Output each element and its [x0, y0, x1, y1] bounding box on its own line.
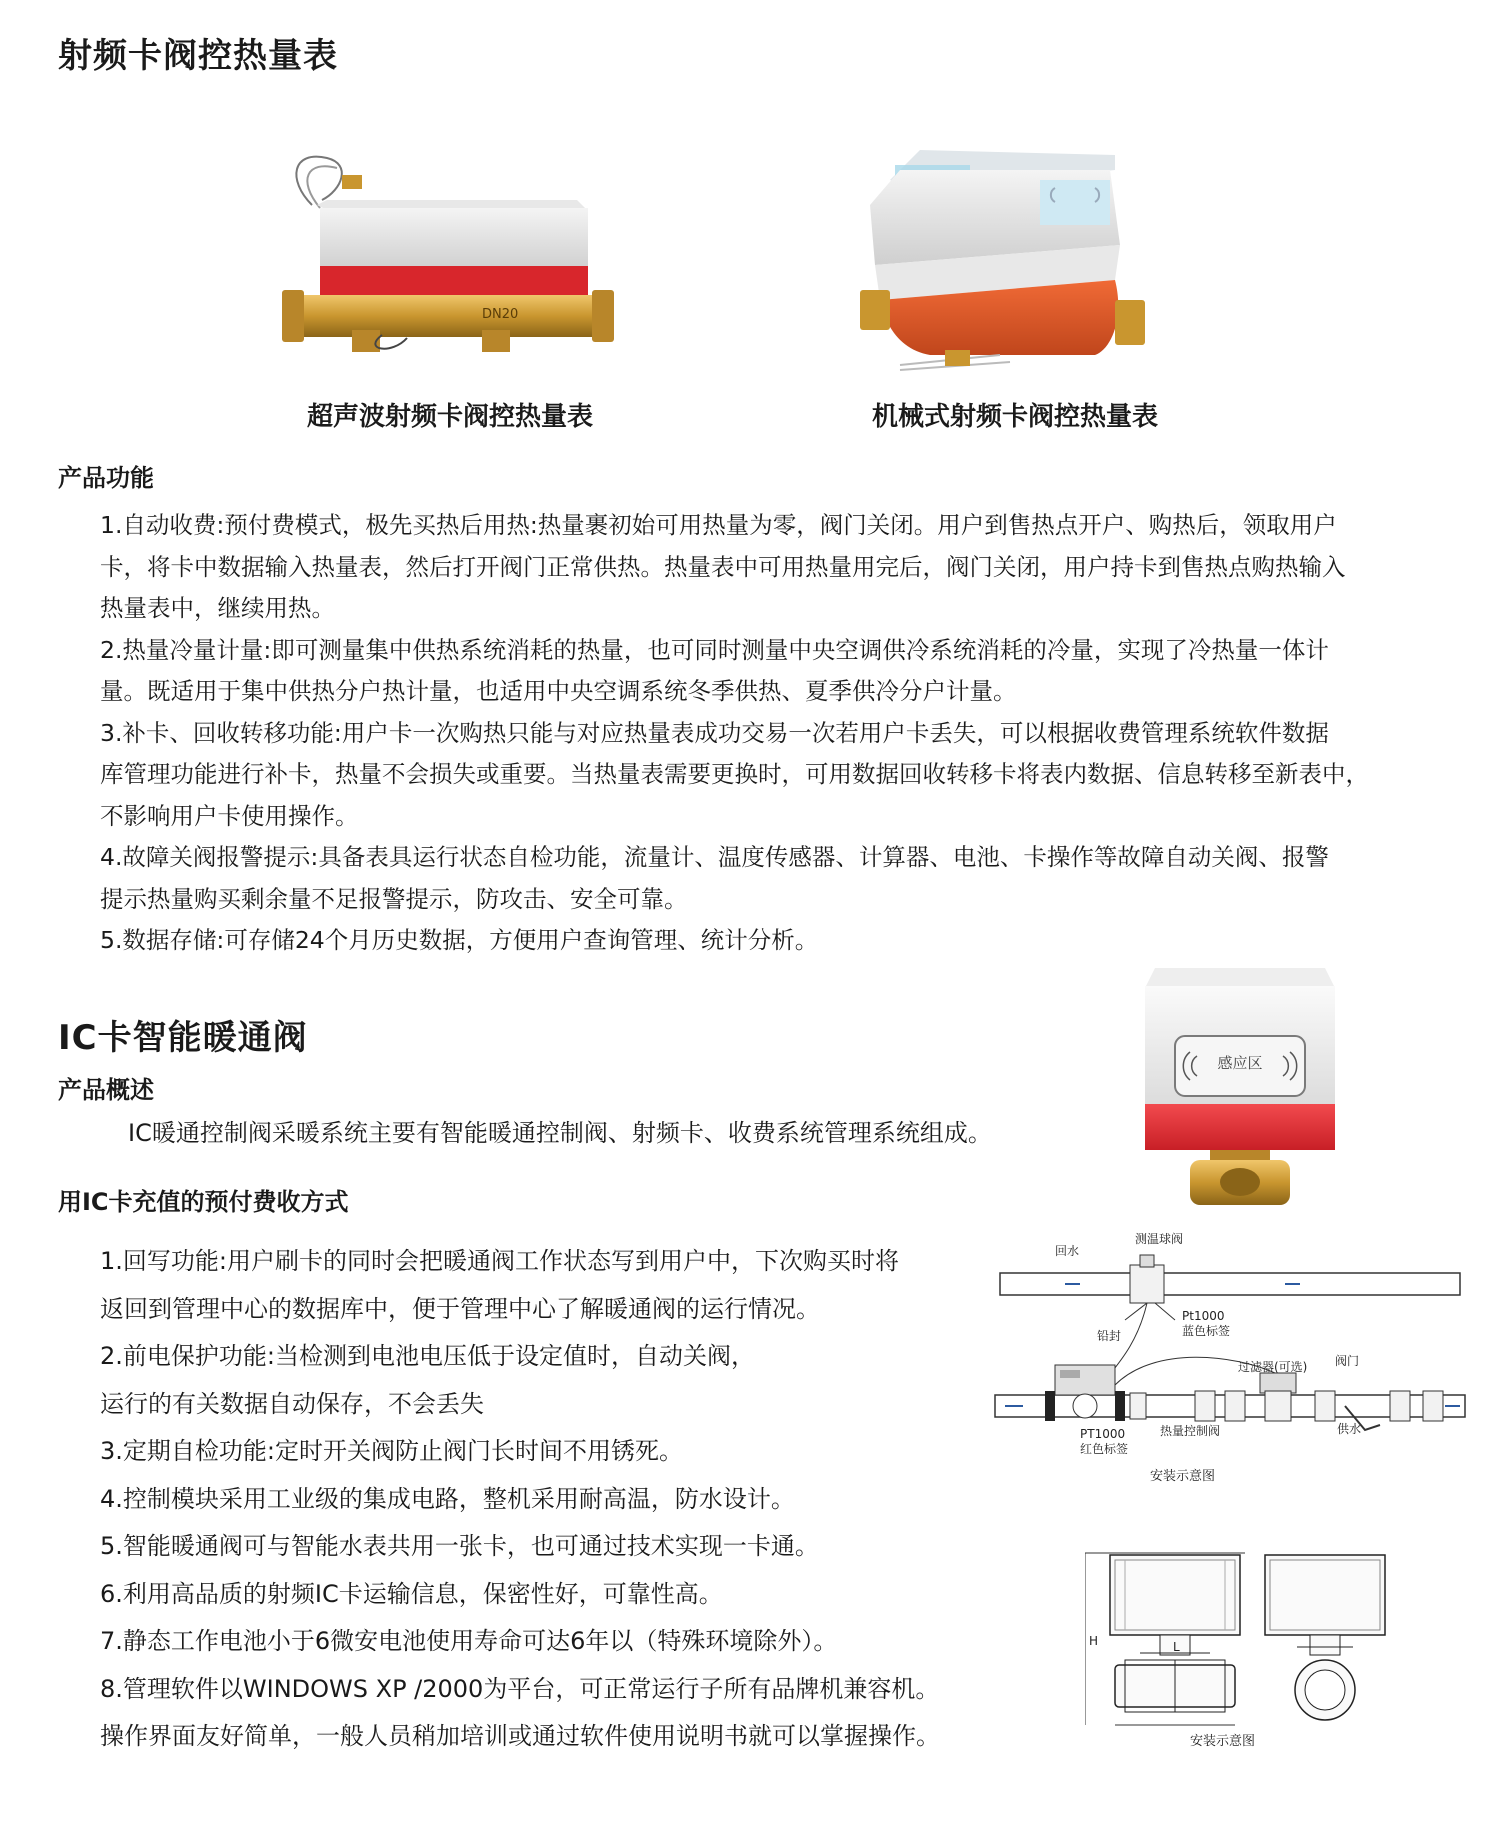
section1-title: 射频卡阀控热量表: [58, 36, 338, 76]
meter-dn-marking: DN20: [482, 307, 519, 322]
label-pt1000-red: PT1000: [1080, 1427, 1126, 1441]
prepay-line: 2.前电保护功能:当检测到电池电压低于设定值时，自动关阀，: [100, 1342, 755, 1370]
overview-heading: 产品概述: [58, 1076, 154, 1104]
prepay-line: 1.回写功能:用户刷卡的同时会把暖通阀工作状态写到用户中，下次购买时将: [100, 1247, 899, 1275]
product-caption-mechanical: 机械式射频卡阀控热量表: [871, 402, 1158, 432]
label-blue-tag: 蓝色标签: [1182, 1324, 1231, 1338]
section2-title: IC卡智能暖通阀: [58, 1018, 308, 1058]
mechanical-heat-meter-image: [860, 150, 1170, 375]
product-caption-ultrasonic: 超声波射频卡阀控热量表: [306, 402, 593, 432]
function-line: 4.故障关阀报警提示:具备表具运行状态自检功能，流量计、温度传感器、计算器、电池、卡操作等故障自动关阀、报警: [100, 843, 1329, 871]
label-lead-seal: 铅封: [1097, 1329, 1122, 1343]
function-line: 卡，将卡中数据输入热量表，然后打开阀门正常供热。热量表中可用热量用完后，阀门关闭，用户持卡到售热点购热输入: [100, 552, 1346, 581]
label-filter: 过滤器(可选): [1238, 1360, 1308, 1374]
prepay-line: 7.静态工作电池小于6微安电池使用寿命可达6年以（特殊环境除外）。: [100, 1627, 838, 1655]
dimension-diagram-caption: 安装示意图: [1190, 1734, 1256, 1749]
prepay-heading: 用IC卡充值的预付费收方式: [58, 1188, 349, 1216]
dimension-diagram-drawing: [1085, 1545, 1490, 1750]
dimension-diagram: [1085, 1545, 1490, 1750]
prepay-line: 5.智能暖通阀可与智能水表共用一张卡，也可通过技术实现一卡通。: [100, 1532, 819, 1560]
installation-diagram: [985, 1225, 1490, 1485]
ultrasonic-heat-meter-image: [282, 150, 622, 360]
prepay-line: 6.利用高品质的射频IC卡运输信息，保密性好，可靠性高。: [100, 1579, 723, 1608]
prepay-line: 3.定期自检功能:定时开关阀防止阀门长时间不用锈死。: [100, 1437, 683, 1465]
function-line: 热量表中，继续用热。: [100, 594, 335, 622]
function-line: 提示热量购买剩余量不足报警提示，防攻击、安全可靠。: [100, 884, 688, 913]
functions-heading: 产品功能: [58, 464, 154, 492]
prepay-list: [100, 1238, 1000, 1761]
installation-diagram-drawing: [985, 1225, 1490, 1485]
prepay-line: 返回到管理中心的数据库中，便于管理中心了解暖通阀的运行情况。: [100, 1294, 820, 1323]
prepay-line: 4.控制模块采用工业级的集成电路，整机采用耐高温，防水设计。: [100, 1484, 795, 1513]
label-pt1000-blue: Pt1000: [1182, 1309, 1225, 1323]
ic-valve-image: [1135, 968, 1345, 1208]
dimension-height-label: H: [1089, 1634, 1099, 1648]
ic-valve-icon: [1135, 968, 1345, 1208]
function-line: 库管理功能进行补卡，热量不会损失或重要。当热量表需要更换时，可用数据回收转移卡将表内数据、信息转移至新表中，: [100, 760, 1369, 788]
label-return-water: 回水: [1055, 1244, 1080, 1258]
mechanical-heat-meter-icon: [860, 150, 1170, 375]
label-supply: 供水: [1337, 1422, 1362, 1436]
label-heat-control-valve: 热量控制阀: [1160, 1424, 1221, 1438]
dimension-length-label: L: [1173, 1640, 1180, 1654]
prepay-line: 操作界面友好简单，一般人员稍加培训或通过软件使用说明书就可以掌握操作。: [100, 1722, 940, 1750]
functions-list: [100, 505, 1495, 962]
function-line: 3.补卡、回收转移功能:用户卡一次购热只能与对应热量表成功交易一次若用户卡丢失，可以根据收费管理系统软件数据: [100, 718, 1329, 747]
label-red-tag: 红色标签: [1080, 1442, 1129, 1456]
ultrasonic-heat-meter-icon: [282, 150, 622, 360]
function-line: 1.自动收费:预付费模式，极先买热后用热:热量裹初始可用热量为零，阀门关闭。用户到售热点开户、购热后，领取用户: [100, 511, 1337, 539]
prepay-line: 8.管理软件以WINDOWS XP /2000为平台，可正常运行子所有品牌机兼容机。: [100, 1674, 940, 1703]
valve-sensing-label: 感应区: [1217, 1054, 1263, 1072]
prepay-line: 运行的有关数据自动保存，不会丢失: [100, 1389, 484, 1418]
function-line: 不影响用户卡使用操作。: [100, 801, 359, 830]
function-line: 量。既适用于集中供热分户热计量，也适用中央空调系统冬季供热、夏季供冷分户计量。: [100, 677, 1017, 705]
function-line: 2.热量冷量计量:即可测量集中供热系统消耗的热量，也可同时测量中央空调供冷系统消耗的冷量，实现了冷热量一体计: [100, 635, 1329, 664]
label-temp-ball-valve: 测温球阀: [1135, 1232, 1184, 1246]
function-line: 5.数据存储:可存储24个月历史数据，方便用户查询管理、统计分析。: [100, 926, 819, 954]
overview-text: IC暖通控制阀采暖系统主要有智能暖通控制阀、射频卡、收费系统管理系统组成。: [128, 1119, 992, 1147]
install-diagram-caption: 安装示意图: [1150, 1469, 1216, 1484]
label-valve: 阀门: [1335, 1354, 1360, 1368]
